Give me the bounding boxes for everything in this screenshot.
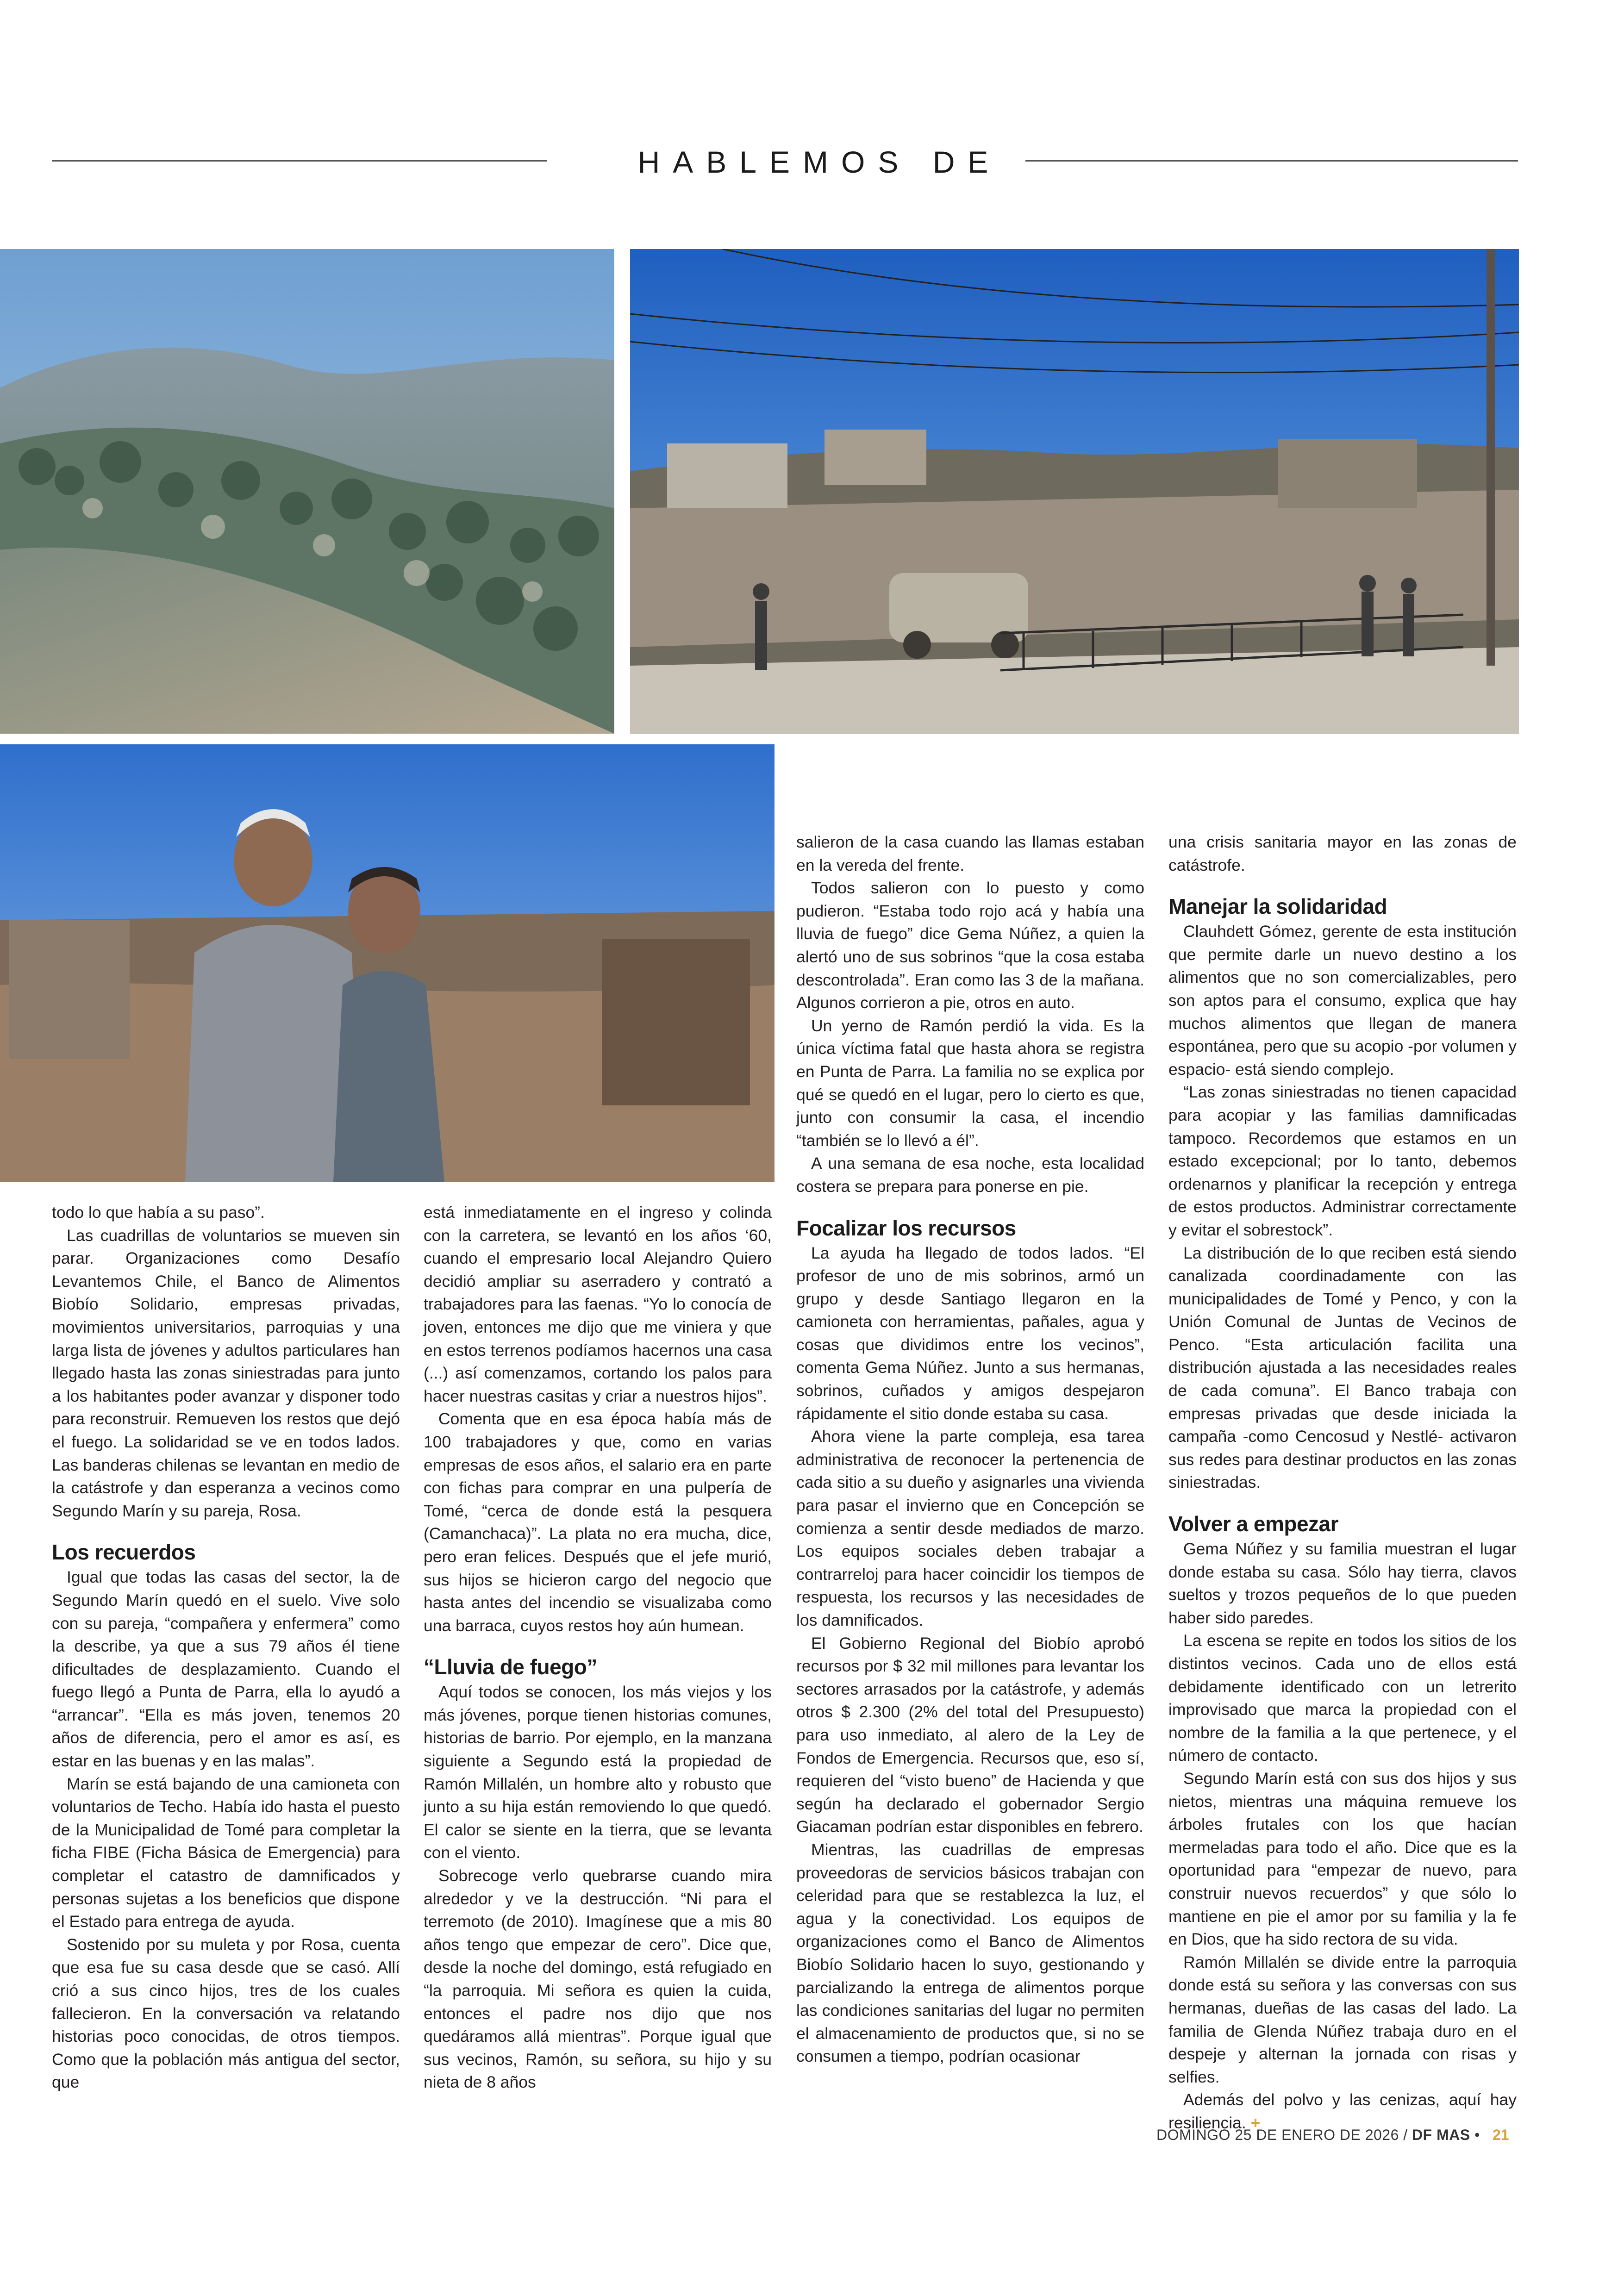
paragraph: La ayuda ha llegado de todos lados. “El profesor de uno de mis sobrinos, armó un grupo y desde Santiago llegaron en la camioneta con herramientas, pañales, agua y cosas que dividimos entre los vecinos”, comenta Gema Núñez. Junto a sus hermanas, sobrinos, cuñados y amigos despejaron rápidamente el sitio donde estaba su casa.	[796, 1243, 1144, 1423]
footer-date: DOMINGO 25 DE ENERO DE 2026	[1156, 2127, 1399, 2143]
street-photo	[630, 249, 1519, 734]
paragraph: Igual que todas las casas del sector, la de Segundo Marín quedó en el suelo. Vive solo con su pareja, “compañera y enfermera” como la describe, ya que a sus 79 años él tiene dificultades de desplazamiento. Cuando el fuego llegó a Punta de Parra, ella lo ayudó a “arrancar”. “Ella es más joven, tenemos 20 años de diferencia, pero el amor es así, es estar en las buenas y en las malas”.	[52, 1568, 400, 1771]
header-rule-right	[1025, 160, 1518, 162]
subheading-focalizar-los-recursos: Focalizar los recursos	[796, 1216, 1016, 1240]
subheading-los-recuerdos: Los recuerdos	[52, 1540, 196, 1565]
paragraph: Gema Núñez y su familia muestran el lugar donde estaba su casa. Sólo hay tierra, clavos sueltos y trozos pequeños de lo que pueden haber sido paredes.	[1168, 1540, 1517, 1627]
header-rule-left	[52, 160, 547, 162]
article-column-3	[796, 831, 1144, 2068]
paragraph: una crisis sanitaria mayor en las zonas de catástrofe.	[1168, 833, 1517, 874]
paragraph: Mientras, las cuadrillas de empresas proveedoras de servicios básicos trabajan con celeridad para que se restablezca la luz, el agua y la conectividad. Los equipos de organizaciones como el Banco de Alimentos Biobío Solidario hacen lo suyo, gestionando y parcializando la entrega de alimentos porque las condiciones sanitarias del lugar no permiten el almacenamiento de productos que, si no se consumen a tiempo, podrían ocasionar	[796, 1840, 1144, 2066]
article-column-2	[424, 1201, 772, 2094]
paragraph: Un yerno de Ramón perdió la vida. Es la única víctima fatal que hasta ahora se registra en Punta de Parra. La familia no se explica por qué se quedó en el lugar, pero lo cierto es que, junto con consumir la casa, el incendio “también se lo llevó a él”.	[796, 1016, 1144, 1150]
paragraph: A una semana de esa noche, esta localidad costera se prepara para ponerse en pie.	[796, 1154, 1144, 1196]
paragraph: Ahora viene la parte compleja, esa tarea administrativa de reconocer la pertenencia de cada sitio a su dueño y asignarles una vivienda para pasar el invierno que en Concepción se comienza a sentir desde mediados de marzo. Los equipos sociales deben trabajar a contrarreloj para hacer coincidir los tiempos de respuesta, los recursos y las necesidades de los damnificados.	[796, 1427, 1144, 1629]
article-column-4	[1168, 831, 1517, 2134]
paragraph: Segundo Marín está con sus dos hijos y sus nietos, mientras una máquina remueve los árboles frutales con los que hacían mermeladas para todo el año. Dice que es la oportunidad para “empezar de nuevo, para construir nuevos recuerdos” y que sólo lo mantiene en pie el amor por su familia y la fe en Dios, que ha sido rectora de su vida.	[1168, 1769, 1517, 1949]
paragraph: Las cuadrillas de voluntarios se mueven sin parar. Organizaciones como Desafío Levantemos Chile, el Banco de Alimentos Biobío Solidario, empresas privadas, movimientos universitarios, parroquias y una larga lista de jóvenes y adultos particulares han llegado hasta las zonas siniestradas para junto a los habitantes poder avanzar y disponer todo para reconstruir. Remueven los restos que dejó el fuego. La solidaridad se ve en todos lados. Las banderas chilenas se levantan en medio de la catástrofe y dan esperanza a vecinos como Segundo Marín y su pareja, Rosa.	[52, 1226, 400, 1520]
subheading-manejar-la-solidaridad: Manejar la solidaridad	[1168, 894, 1387, 919]
hills-photo	[0, 249, 614, 734]
burned-hills-photo-icon	[0, 249, 614, 734]
page-footer	[1156, 2127, 1480, 2144]
final-sentence: Además del polvo y las cenizas, aquí hay resiliencia.	[1168, 2090, 1517, 2132]
paragraph: Sobrecoge verlo quebrarse cuando mira alrededor y ve la destrucción. “Ni para el terremoto (de 2010). Imagínese que a mis 80 años tengo que empezar de cero”. Dice que, desde la noche del domingo, está refugiado en “la parroquia. Mi señora es quien la cuida, entonces el padre nos dijo que nos quedáramos allá mientras”. Porque igual que sus vecinos, Ramón, su señora, su hijo y su nieta de 8 años	[424, 1866, 772, 2092]
paragraph: La distribución de lo que reciben está siendo canalizada coordinadamente con las municipalidades de Tomé y Penco, y con la Unión Comunal de Juntas de Vecinos de Penco. “Esta articulación facilita una distribución ajustada a las necesidades reales de cada comuna”. El Banco trabaja con empresas privadas que desde iniciada la campaña -como Cencosud y Nestlé- activaron sus redes para destinar productos en las zonas siniestradas.	[1168, 1243, 1517, 1492]
paragraph: Ramón Millalén se divide entre la parroquia donde está su señora y las conversas con sus hermanas, dueñas de las casas del lado. La familia de Glenda Núñez trabaja duro en el despeje y alternan la jornada con risas y selfies.	[1168, 1952, 1517, 2086]
paragraph: Comenta que en esa época había más de 100 trabajadores y que, como en varias empresas de esos años, el salario era en parte con fichas para comprar en una pulpería de Tomé, “cerca de donde está la pesquera (Camanchaca)”. La plata no era mucha, dice, pero eran felices. Después que el jefe murió, sus hijos se hicieron cargo del negocio que hasta antes del incendio se visualizaba como una barraca, cuyos restos hoy aún humean.	[424, 1409, 772, 1635]
paragraph: La escena se repite en todos los sitios de los distintos vecinos. Cada uno de ellos está debidamente identificado con un letrerito improvisado que marca la propiedad con el nombre de la familia a la que pertenece, y el número de contacto.	[1168, 1631, 1517, 1765]
article-column-1	[52, 1201, 400, 2094]
paragraph: todo lo que había a su paso”.	[52, 1203, 265, 1222]
paragraph: “Las zonas siniestradas no tienen capacidad para acopiar y las familias damnificadas tampoco. Recordemos que estamos en un estado excepcional; por lo tanto, debemos ordenarnos y planificar la recepción y entrega de estos productos. Administrar correctamente y evitar el sobrestock”.	[1168, 1083, 1517, 1239]
subheading-volver-a-empezar: Volver a empezar	[1168, 1512, 1339, 1536]
page-number: 21	[1493, 2127, 1509, 2143]
paragraph: El Gobierno Regional del Biobío aprobó recursos por $ 32 mil millones para levantar los sectores arrasados por la catástrofe, y además otros $ 2.300 (2% del total del Presupuesto) para uso inmediato, al alero de la Ley de Fondos de Emergencia. Recursos que, eso sí, requieren del “visto bueno” de Hacienda y que según ha declarado el gobernador Sergio Giacaman podrían estar disponibles en febrero.	[796, 1634, 1144, 1836]
couple-photo	[0, 744, 775, 1182]
subheading-lluvia-de-fuego: “Lluvia de fuego”	[424, 1655, 597, 1679]
paragraph: Sostenido por su muleta y por Rosa, cuenta que esa fue su casa desde que se casó. Allí crió a sus cinco hijos, tres de los cuales fallecieron. En la conversación va relatando historias poco conocidas, de otros tiempos. Como que la población más antigua del sector, que	[52, 1935, 400, 2092]
section-title: HABLEMOS DE	[637, 145, 1001, 179]
footer-dot: •	[1474, 2127, 1480, 2143]
paragraph: salieron de la casa cuando las llamas estaban en la vereda del frente.	[796, 833, 1144, 874]
end-mark: +	[1250, 2113, 1261, 2132]
paragraph: Todos salieron con lo puesto y como pudieron. “Estaba todo rojo acá y había una lluvia de fuego” dice Gema Núñez, a quien la alertó uno de sus sobrinos “que la cosa estaba descontrolada”. Eran como las 3 de la mañana. Algunos corrieron a pie, otros en auto.	[796, 879, 1144, 1012]
paragraph: Aquí todos se conocen, los más viejos y los más jóvenes, porque tienen historias comunes, historias de barrio. Por ejemplo, en la manzana siguiente a Segundo está la propiedad de Ramón Millalén, un hombre alto y robusto que junto a su hija están removiendo lo que quedó. El calor se siente en la tierra, que se levanta con el viento.	[424, 1683, 772, 1862]
footer-separator: /	[1403, 2127, 1408, 2143]
paragraph: Clauhdett Gómez, gerente de esta institución que permite darle un nuevo destino a los alimentos que no son comercializables, pero son aptos para el consumo, explica que hay muchos alimentos que llegan de manera espontánea, pero que su acopio -por volumen y espacio- está siendo complejo.	[1168, 922, 1517, 1079]
burned-street-photo-icon	[630, 249, 1519, 734]
paragraph: Marín se está bajando de una camioneta con voluntarios de Techo. Había ido hasta el puesto de la Municipalidad de Tomé para completar la ficha FIBE (Ficha Básica de Emergencia) para completar el catastro de damnificados y personas sujetas a los beneficios que dispone el Estado para entrega de ayuda.	[52, 1774, 400, 1931]
couple-portrait-photo-icon	[0, 744, 775, 1182]
footer-brand: DF MAS	[1412, 2127, 1470, 2143]
paragraph: está inmediatamente en el ingreso y colinda con la carretera, se levantó en los años ‘60, cuando el empresario local Alejandro Quiero decidió ampliar su aserradero y contrató a trabajadores para las faenas. “Yo lo conocía de joven, entonces me dijo que me viniera y que en estos terrenos podíamos hacernos una casa (...) así comenzamos, cortando los palos para hacer nuestras casitas y criar a nuestros hijos”.	[424, 1203, 772, 1405]
